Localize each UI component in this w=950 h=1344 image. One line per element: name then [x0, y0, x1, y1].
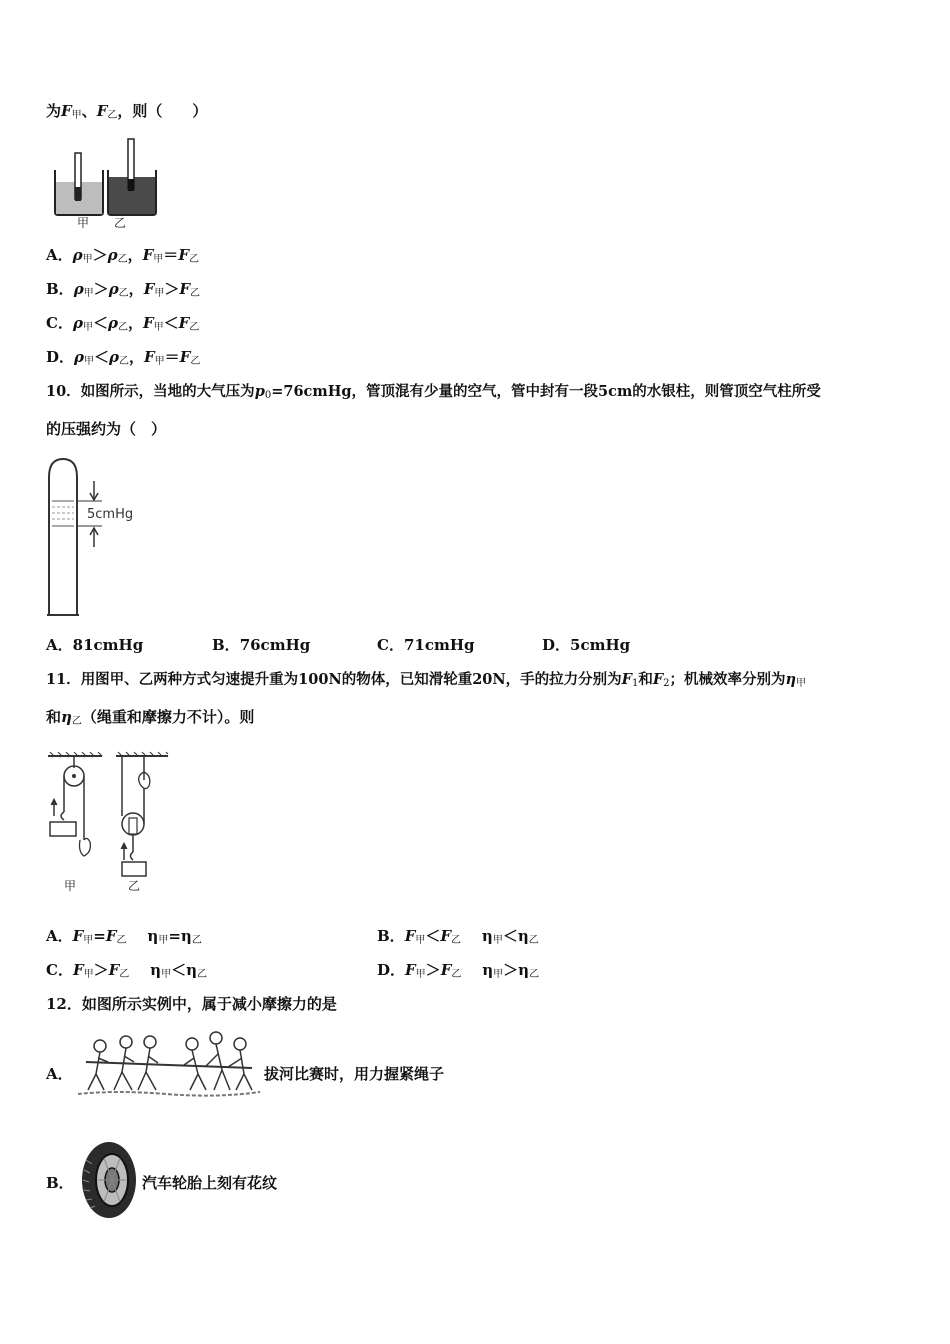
q11-option-d[interactable]: D．$F_甲>F_乙$ $\eta_甲>\eta_乙$ [377, 961, 540, 980]
q11-fig-label-jia: 甲 [64, 879, 77, 893]
q10-option-a[interactable]: A．81cmHg [46, 636, 144, 654]
q9-option-c[interactable]: C．$\rho_甲<\rho_乙$，$F_甲<F_乙$ [46, 314, 200, 333]
q9-option-a[interactable]: A．$\rho_甲>\rho_乙$，$F_甲=F_乙$ [46, 246, 199, 265]
q12-option-a-letter[interactable]: A． [46, 1065, 73, 1083]
q11-fig-label-yi: 乙 [128, 879, 141, 893]
q9-fig-label-yi: 乙 [114, 216, 127, 230]
q10-option-c[interactable]: C．71cmHg [377, 636, 475, 654]
q12-option-b-text: 汽车轮胎上刻有花纹 [142, 1174, 278, 1192]
q10-tube-figure [44, 455, 164, 624]
q10-option-d[interactable]: D．5cmHg [542, 636, 631, 654]
q12-option-a-text: 拔河比赛时，用力握紧绳子 [264, 1065, 445, 1083]
q11-stem-line1: 11．用图甲、乙两种方式匀速提升重为100N的物体，已知滑轮重20N，手的拉力分别为$F_1$和$F_2$；机械效率分别为$\eta_甲$ [46, 671, 807, 689]
q11-stem-line2: 和$\eta_乙$（绳重和摩擦力不计）。则 [46, 708, 255, 727]
tug-of-war-image [76, 1028, 262, 1104]
q9-option-b[interactable]: B．$\rho_甲>\rho_乙$，$F_甲>F_乙$ [46, 280, 201, 299]
q10-stem-line1: 10．如图所示，当地的大气压为$p_0=76cmHg$，管顶混有少量的空气，管中封有一段5cm的水银柱，则管顶空气柱所受 [46, 383, 821, 401]
q11-option-c[interactable]: C．$F_甲>F_乙$ $\eta_甲<\eta_乙$ [46, 961, 207, 980]
q9-beakers-figure [50, 135, 170, 234]
q10-fig-label: 5cmHg [87, 507, 134, 522]
q11-option-a[interactable]: A．$F_甲=F_乙$ $\eta_甲=\eta_乙$ [46, 927, 202, 946]
q10-stem-line2: 的压强约为（ ） [46, 420, 167, 438]
q11-pulley-figure [44, 748, 174, 902]
q11-option-b[interactable]: B．$F_甲<F_乙$ $\eta_甲<\eta_乙$ [377, 927, 539, 946]
tire-image [80, 1140, 138, 1224]
q10-option-b[interactable]: B．76cmHg [212, 636, 311, 654]
q12-stem: 12．如图所示实例中，属于减小摩擦力的是 [46, 995, 337, 1013]
q9-option-d[interactable]: D．$\rho_甲<\rho_乙$，$F_甲=F_乙$ [46, 348, 201, 367]
q9-fig-label-jia: 甲 [77, 216, 90, 230]
q12-option-b-letter[interactable]: B． [46, 1174, 74, 1192]
q9-stem: 为$F_甲$、$F_乙$，则（ ） [46, 102, 208, 121]
